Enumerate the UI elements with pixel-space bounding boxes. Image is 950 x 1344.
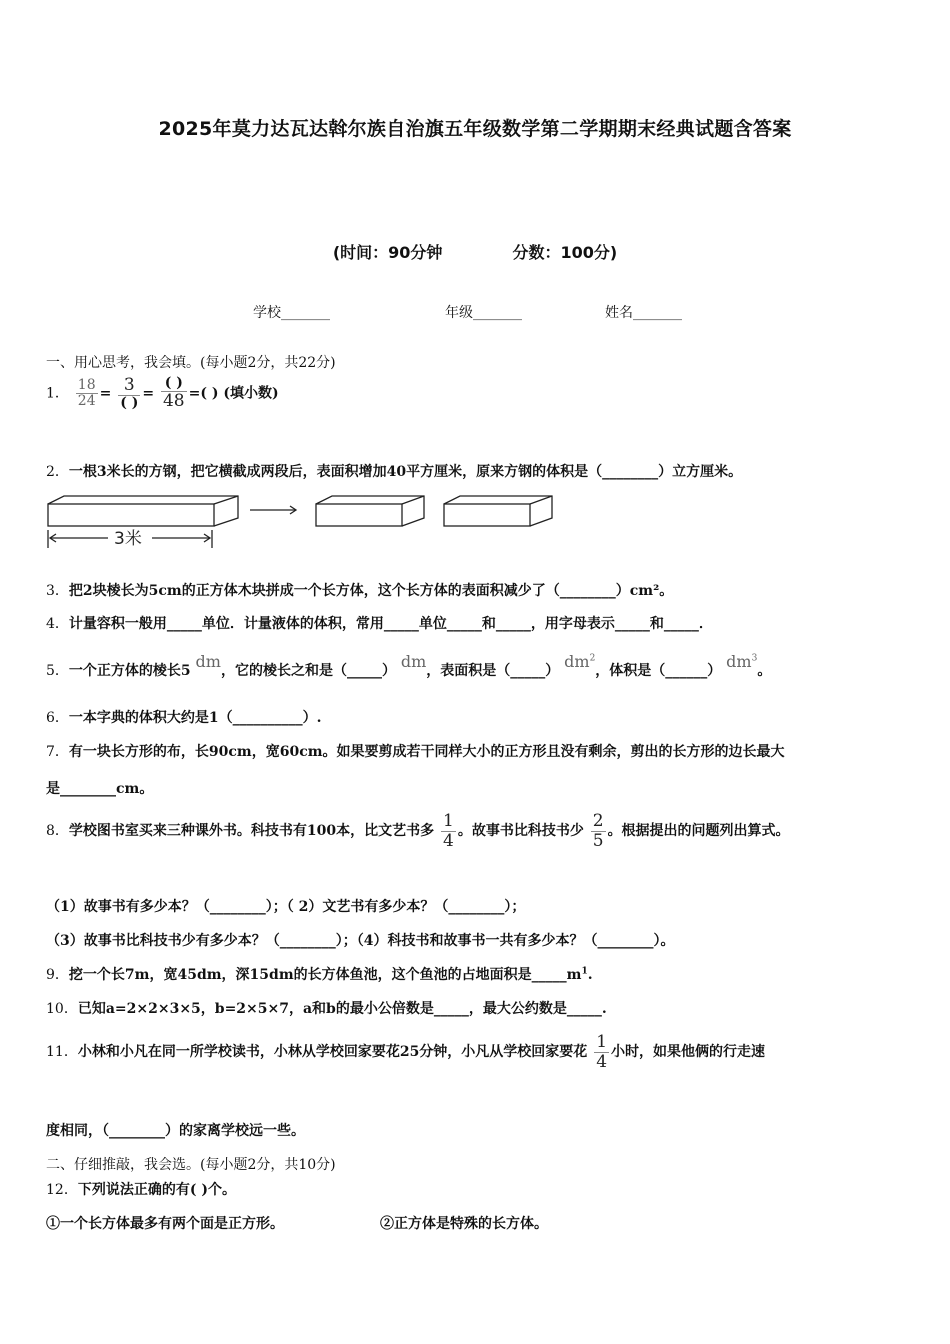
page-title: 2025年莫力达瓦达斡尔族自治旗五年级数学第二学期期末经典试题含答案 [158, 118, 792, 140]
fraction-2-5: $\frac{2}{5}$ [592, 811, 604, 851]
question-5: 5．一个正方体的棱长5 dm，它的棱长之和是（_____） dm，表面积是（_____） $dm^2$，体积是（______） $dm^3$。 [46, 652, 772, 679]
section-2-heading: 二、仔细推敲，我会选。(每小题2分，共10分) [46, 1157, 336, 1173]
question-10: 10．已知a=2×2×3×5，b=2×5×7，a和b的最小公倍数是_____，最大公约数是_____. [46, 1001, 607, 1017]
exam-score: 分数：100分) [512, 243, 618, 262]
piece-1-front [316, 504, 402, 526]
question-4: 4．计量容积一般用_____单位．计量液体的体积，常用_____单位_____和_____，用字母表示_____和_____． [46, 616, 713, 632]
question-7: 7．有一块长方形的布，长90cm，宽60cm。如果要剪成若干同样大小的正方形且没有剩余，剪出的长方形的边长最大 [46, 744, 785, 760]
question-3: 3．把2块棱长为5cm的正方体木块拼成一个长方体，这个长方体的表面积减少了（________）cm²。 [46, 583, 674, 599]
option-1: ①一个长方体最多有两个面是正方形。 [46, 1216, 284, 1232]
exam-subtitle [0, 240, 950, 263]
piece-2-edge [530, 496, 552, 504]
name-field: 姓名_______ [605, 305, 682, 321]
long-bar-top [48, 496, 238, 526]
piece-1-edge [402, 496, 424, 504]
grade-field: 年级_______ [445, 305, 522, 321]
question-number: 1． [46, 385, 69, 402]
school-field: 学校_______ [253, 305, 330, 321]
fraction-1-4: $\frac{1}{4}$ [443, 811, 454, 851]
fraction-1-4-hour: $\frac{1}{4}$ [596, 1032, 608, 1072]
piece-1-top [316, 496, 424, 526]
fraction-18-24: $\frac{18}{24}$ [77, 376, 96, 410]
long-bar-edge [214, 496, 238, 504]
question-9: 9．挖一个长7m，宽45dm，深15dm的长方体鱼池，这个鱼池的占地面积是$\_\_\_\_\_m^1$. [46, 966, 593, 983]
fraction-blank-48: $\frac{( )}{48}$ [162, 375, 185, 412]
question-11-line-2: 度相同，（________）的家离学校远一些。 [46, 1123, 305, 1139]
question-8: 8．学校图书室买来三种课外书。科技书有100本，比文艺书多 $\frac{1}{4}$ 。故事书比科技书少 $\frac{2}{5}$ 。根据提出的问题列出算式。 [46, 811, 790, 851]
option-2: ②正方体是特殊的长方体。 [380, 1216, 548, 1232]
unit-dm2: $dm^2$ [564, 652, 596, 671]
question-1: 1． $\frac{18}{24}$ = $\frac{3}{( )}$ = $\frac{( )}{48}$ =( ) (填小数) [46, 375, 279, 412]
steel-bar-figure [44, 492, 564, 554]
piece-2-front [444, 504, 530, 526]
question-6: 6．一本字典的体积大约是1（__________）. [46, 710, 322, 726]
exam-time: (时间：90分钟 [332, 243, 443, 262]
question-7-line-2: 是________cm。 [46, 781, 154, 797]
question-12: 12．下列说法正确的有( )个。 [46, 1182, 236, 1198]
section-1-heading: 一、用心思考，我会填。(每小题2分，共22分) [46, 355, 336, 371]
long-bar-front [48, 504, 214, 526]
question-8-sub-3-4: （3）故事书比科技书少有多少本？（________）；（4）科技书和故事书一共有多少本？（________）。 [46, 933, 675, 949]
unit-dm3: $dm^3$ [726, 652, 758, 671]
question-8-sub-1-2: （1）故事书有多少本？（________）；（ 2）文艺书有多少本？（________）； [46, 899, 526, 915]
bar-length-label: 3米 [114, 529, 142, 549]
piece-2-top [444, 496, 552, 526]
fraction-3-blank: $\frac{3}{( )}$ [120, 375, 139, 411]
question-11: 11．小林和小凡在同一所学校读书，小林从学校回家要花25分钟，小凡从学校回家要花 $\frac{1}{4}$ 小时，如果他俩的行走速 [46, 1032, 766, 1072]
question-2: 2．一根3米长的方钢，把它横截成两段后，表面积增加40平方厘米，原来方钢的体积是（________）立方厘米。 [46, 464, 743, 480]
